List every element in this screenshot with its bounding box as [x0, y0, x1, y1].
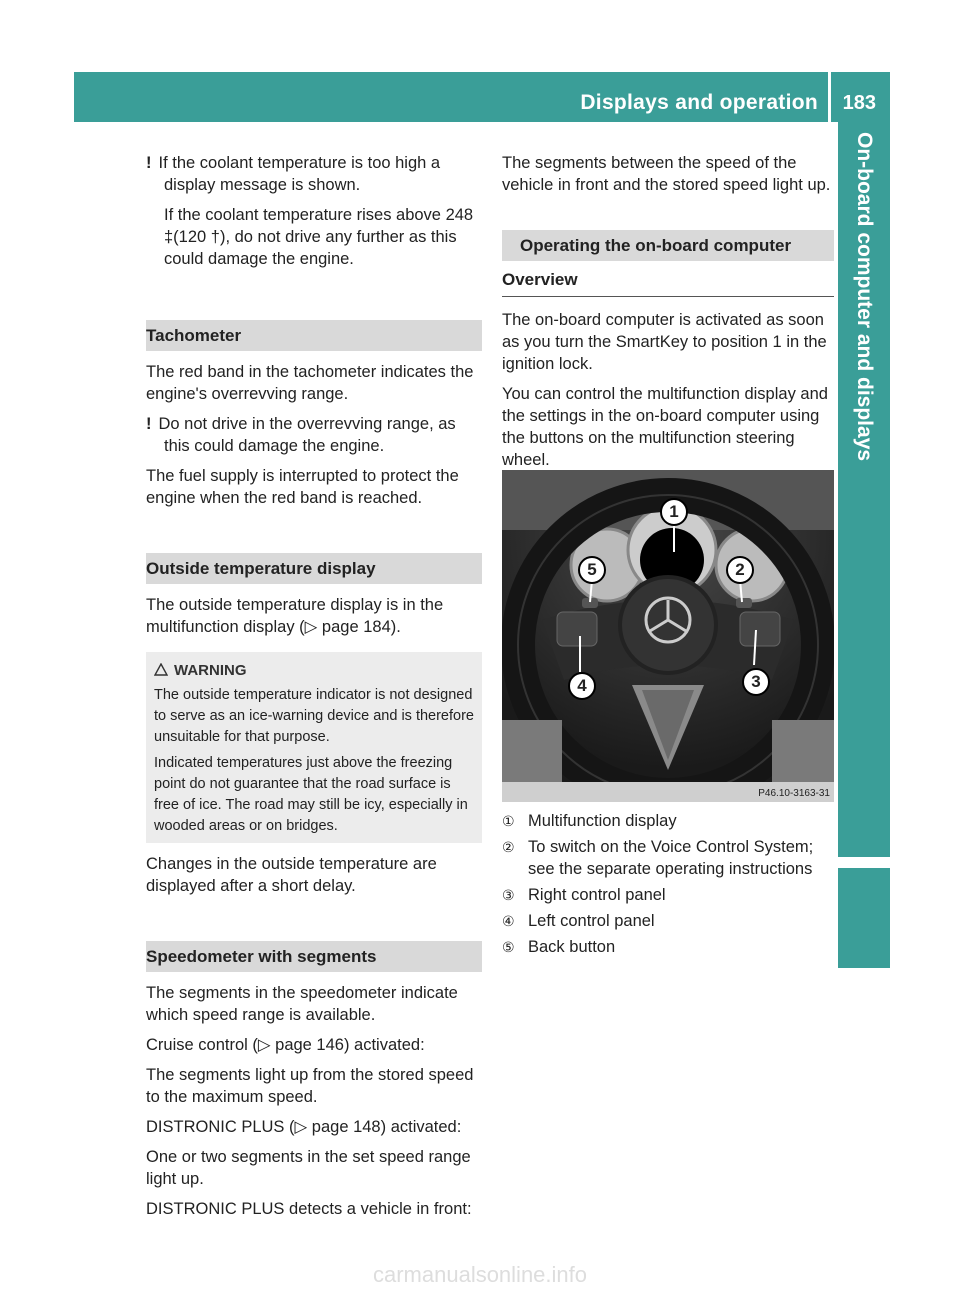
- caution-mark: !: [146, 154, 152, 172]
- header-divider: [828, 72, 831, 122]
- speedometer-text-3: The segments light up from the stored speed to the maximum speed.: [146, 1066, 474, 1106]
- figure-code: P46.10-3163-31: [758, 788, 830, 799]
- speedometer-text-2: Cruise control (▷ page 146) activated:: [146, 1036, 425, 1054]
- legend-item: ④ Left control panel: [502, 912, 655, 930]
- coolant-note: [146, 152, 482, 196]
- section-heading-speedometer: Speedometer with segments: [146, 941, 482, 972]
- onboard-text-2: You can control the multifunction display and the settings in the on-board computer using the buttons on the multifunction steering wheel.: [502, 385, 828, 469]
- callout-3: 3: [742, 668, 770, 696]
- outside-temp-delay-text: Changes in the outside temperature are displayed after a short delay.: [146, 855, 437, 895]
- caution-mark: !: [146, 415, 152, 433]
- tachometer-text: The red band in the tachometer indicates the engine's overrevving range.: [146, 363, 474, 403]
- subheading-overview: Overview: [502, 269, 834, 297]
- warning-icon: [154, 663, 168, 676]
- speedometer-text-1: The segments in the speedometer indicate which speed range is available.: [146, 984, 458, 1024]
- callout-1: 1: [660, 498, 688, 526]
- page-header: [74, 72, 890, 122]
- callout-4: 4: [568, 672, 596, 700]
- watermark: carmanualsonline.info: [372, 1262, 588, 1287]
- tachometer-fuel-text: The fuel supply is interrupted to protect the engine when the red band is reached.: [146, 467, 459, 507]
- section-heading-onboard-computer: Operating the on-board computer: [502, 230, 834, 261]
- legend-item: ① Multifunction display: [502, 812, 677, 830]
- onboard-text-1: The on-board computer is activated as soon as you turn the SmartKey to position 1 in the ignition lock.: [502, 311, 827, 373]
- warning-text-2: Indicated temperatures just above the freezing point do not guarantee that the road surface is free of ice. The road may still be icy, especially in wooded areas or on bridges.: [154, 755, 468, 834]
- speedometer-text-6: DISTRONIC PLUS detects a vehicle in front:: [146, 1200, 472, 1218]
- coolant-note-line2: If the coolant temperature rises above 248 ‡(120 †), do not drive any further as this could damage the engine.: [164, 206, 474, 268]
- figure-legend: [502, 810, 834, 962]
- segments-text: The segments between the speed of the vehicle in front and the stored speed light up.: [502, 154, 831, 194]
- warning-box: [146, 652, 482, 843]
- legend-item: ② To switch on the Voice Control System; see the separate operating instructions: [502, 838, 814, 878]
- legend-item: ⑤ Back button: [502, 938, 616, 956]
- coolant-note-2: [146, 204, 482, 270]
- page-number: 183: [842, 92, 876, 114]
- outside-temp-text: The outside temperature display is in the multifunction display (▷ page 184).: [146, 596, 444, 636]
- header-title: Displays and operation: [580, 91, 818, 114]
- warning-text-1: The outside temperature indicator is not designed to serve as an ice-warning device and is therefore unsuitable for that purpose.: [154, 687, 474, 745]
- legend-item: ③ Right control panel: [502, 886, 666, 904]
- section-heading-outside-temp: Outside temperature display: [146, 553, 482, 584]
- section-heading-tachometer: Tachometer: [146, 320, 482, 351]
- callout-2: 2: [726, 556, 754, 584]
- callout-5: 5: [578, 556, 606, 584]
- speedometer-text-4: DISTRONIC PLUS (▷ page 148) activated:: [146, 1118, 462, 1136]
- right-column: [502, 152, 834, 479]
- tachometer-note: ! Do not drive in the overrevving range, as this could damage the engine.: [146, 415, 456, 455]
- chapter-tab-marker: [838, 868, 890, 968]
- steering-wheel-figure: [502, 470, 834, 802]
- speedometer-text-5: One or two segments in the set speed range light up.: [146, 1148, 471, 1188]
- warning-title: WARNING: [154, 660, 474, 681]
- chapter-tab-label: On-board computer and displays: [853, 132, 876, 462]
- coolant-note-line1: If the coolant temperature is too high a display message is shown.: [158, 154, 441, 194]
- left-column: [146, 152, 482, 1228]
